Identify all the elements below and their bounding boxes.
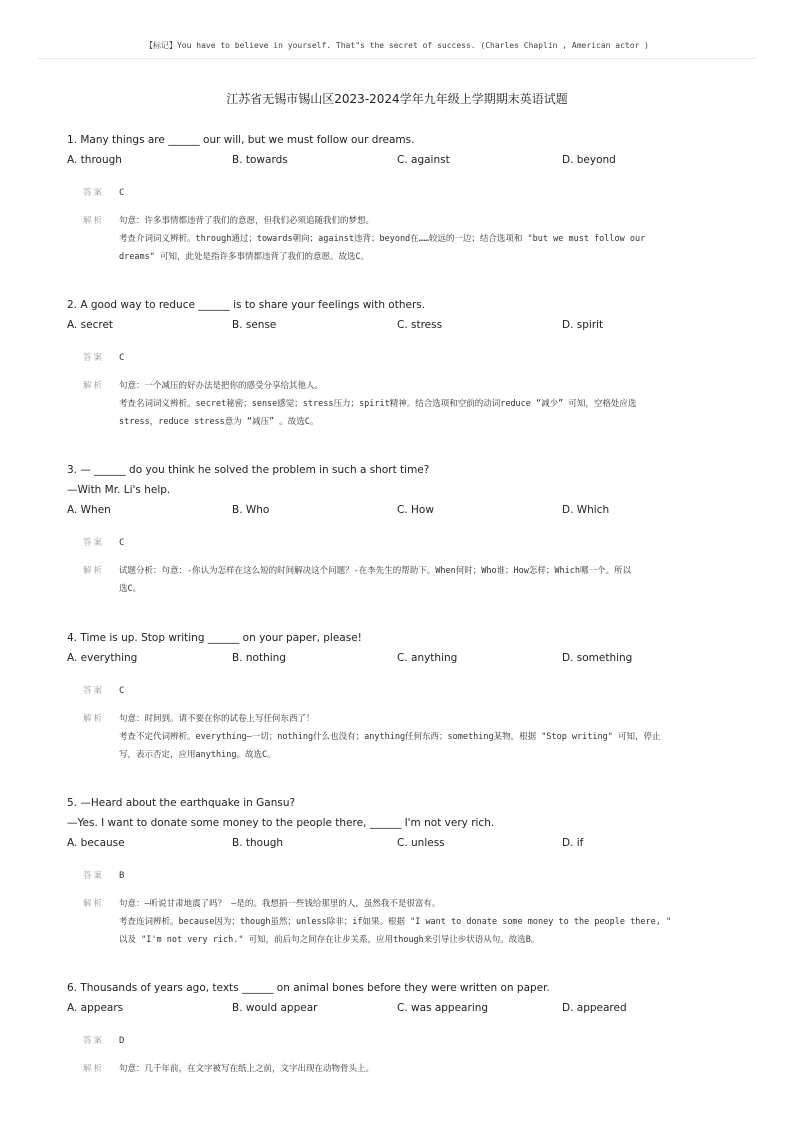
- question-stem: —Yes. I want to donate some money to the people there, ______ I'm not very rich.: [67, 817, 495, 829]
- option-a: A. appears: [67, 1002, 124, 1014]
- option-d: D. if: [562, 837, 584, 849]
- option-d: D. appeared: [562, 1002, 627, 1014]
- answer-row: [83, 534, 757, 552]
- option-a: A. secret: [67, 319, 114, 331]
- explanation-text: [119, 1060, 709, 1078]
- explanation-label: 解析: [83, 1064, 105, 1074]
- answer-value: C: [119, 538, 125, 548]
- explanation-row: [83, 710, 757, 764]
- question-5: [67, 793, 757, 949]
- explanation-text: [119, 562, 709, 598]
- explanation-row: [83, 1060, 757, 1078]
- option-d: D. beyond: [562, 154, 616, 166]
- explanation-text: [119, 212, 709, 266]
- option-row: [67, 998, 757, 1018]
- explanation-line: 句意：许多事情都违背了我们的意愿，但我们必须追随我们的梦想。: [119, 216, 375, 226]
- explanation-line: 试题分析：句意：-你认为怎样在这么短的时间解决这个问题？-在李先生的帮助下。When何时；Who谁；How怎样；Which哪一个。所以: [119, 566, 632, 576]
- option-a: A. everything: [67, 652, 138, 664]
- answer-value: C: [119, 188, 125, 198]
- explanation-line: 句意：时间到。请不要在你的试卷上写任何东西了！: [119, 714, 315, 724]
- explanation-line: 以及 "I'm not very rich." 可知，前后句之间存在让步关系，应用though来引导让步状语从句。故选B。: [119, 935, 540, 945]
- explanation-line: 考查名词词义辨析。secret秘密；sense感觉；stress压力；spirit精神。结合选项和空前的动词reduce “减少” 可知，空格处应选: [119, 399, 637, 409]
- explanation-label: 解析: [83, 566, 105, 576]
- explanation-text: [119, 710, 709, 764]
- answer-row: [83, 682, 757, 700]
- question-stem: —With Mr. Li's help.: [67, 484, 171, 496]
- option-a: A. through: [67, 154, 122, 166]
- option-b: B. nothing: [232, 652, 286, 664]
- answer-row: [83, 184, 757, 202]
- explanation-label: 解析: [83, 714, 105, 724]
- question-1: [67, 130, 757, 266]
- explanation-line: 句意：几千年前，在文字被写在纸上之前，文字出现在动物骨头上。: [119, 1064, 375, 1074]
- header-quote: 【标记】You have to believe in yourself. That"s the secret of success. (Charles Chaplin , American actor ): [144, 41, 649, 50]
- answer-row: [83, 349, 757, 367]
- answer-value: B: [119, 871, 125, 881]
- option-c: C. stress: [397, 319, 443, 331]
- answer-label: 答案: [83, 353, 105, 363]
- option-row: [67, 500, 757, 520]
- option-row: [67, 648, 757, 668]
- answer-value: D: [119, 1036, 125, 1046]
- explanation-row: [83, 895, 757, 949]
- explanation-row: [83, 212, 757, 266]
- option-a: A. because: [67, 837, 125, 849]
- explanation-line: 写，表示否定，应用anything。故选C。: [119, 750, 276, 760]
- option-d: D. spirit: [562, 319, 604, 331]
- answer-label: 答案: [83, 1036, 105, 1046]
- answer-value: C: [119, 686, 125, 696]
- explanation-line: stress，reduce stress意为 “减压” 。故选C。: [119, 417, 319, 427]
- explanation-line: dreams" 可知，此处是指许多事情都违背了我们的意愿。故选C。: [119, 252, 370, 262]
- explanation-row: [83, 377, 757, 431]
- option-c: C. was appearing: [397, 1002, 489, 1014]
- question-stem: 2. A good way to reduce ______ is to share your feelings with others.: [67, 299, 426, 311]
- option-c: C. How: [397, 504, 434, 516]
- explanation-line: 考查连词辨析。because因为；though虽然；unless除非；if如果。根据 "I want to donate some money to the people there, ": [119, 917, 672, 927]
- answer-label: 答案: [83, 188, 105, 198]
- explanation-line: 句意：—听说甘肃地震了吗？ —是的。我想捐一些钱给那里的人，虽然我不是很富有。: [119, 899, 441, 909]
- answer-row: [83, 1032, 757, 1050]
- option-row: [67, 315, 757, 335]
- option-d: D. something: [562, 652, 633, 664]
- explanation-line: 选C。: [119, 584, 142, 594]
- page-title: 江苏省无锡市锡山区2023-2024学年九年级上学期期末英语试题: [226, 92, 568, 106]
- option-b: B. sense: [232, 319, 277, 331]
- question-stem: 3. — ______ do you think he solved the problem in such a short time?: [67, 464, 430, 476]
- explanation-text: [119, 377, 709, 431]
- explanation-row: [83, 562, 757, 598]
- answer-label: 答案: [83, 538, 105, 548]
- explanation-line: 句意：一个减压的好办法是把你的感受分享给其他人。: [119, 381, 324, 391]
- question-2: [67, 295, 757, 431]
- option-b: B. towards: [232, 154, 288, 166]
- question-stem: 6. Thousands of years ago, texts ______ on animal bones before they were written on paper.: [67, 982, 550, 994]
- option-d: D. Which: [562, 504, 610, 516]
- header-divider: [38, 58, 756, 59]
- explanation-line: 考查介词词义辨析。through通过；towards朝向；against违背；beyond在……较远的一边；结合选项和 "but we must follow our: [119, 234, 646, 244]
- option-c: C. unless: [397, 837, 445, 849]
- option-c: C. anything: [397, 652, 458, 664]
- explanation-label: 解析: [83, 216, 105, 226]
- option-b: B. Who: [232, 504, 270, 516]
- answer-label: 答案: [83, 686, 105, 696]
- question-stem: 5. —Heard about the earthquake in Gansu?: [67, 797, 296, 809]
- explanation-line: 考查不定代词辨析。everything—一切；nothing什么也没有；anything任何东西；something某物。根据 "Stop writing" 可知，停止: [119, 732, 661, 742]
- explanation-text: [119, 895, 709, 949]
- option-row: [67, 833, 757, 853]
- question-3: [67, 460, 757, 598]
- option-b: B. though: [232, 837, 284, 849]
- question-6: [67, 978, 757, 1078]
- answer-row: [83, 867, 757, 885]
- question-stem: 1. Many things are ______ our will, but we must follow our dreams.: [67, 134, 415, 146]
- option-c: C. against: [397, 154, 450, 166]
- option-b: B. would appear: [232, 1002, 318, 1014]
- answer-value: C: [119, 353, 125, 363]
- option-a: A. When: [67, 504, 111, 516]
- explanation-label: 解析: [83, 381, 105, 391]
- answer-label: 答案: [83, 871, 105, 881]
- question-stem: 4. Time is up. Stop writing ______ on your paper, please!: [67, 632, 362, 644]
- option-row: [67, 150, 757, 170]
- question-4: [67, 628, 757, 764]
- explanation-label: 解析: [83, 899, 105, 909]
